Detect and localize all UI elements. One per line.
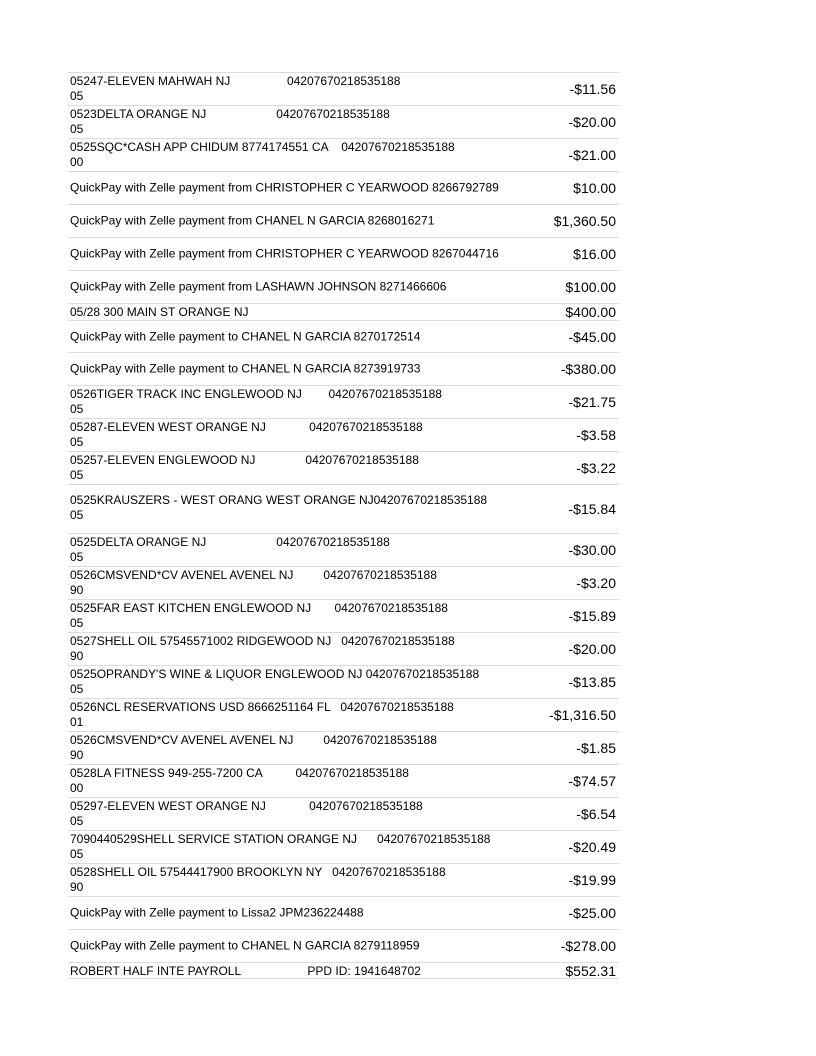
description-line-1: 0525OPRANDY'S WINE & LIQUOR ENGLEWOOD NJ 04207670218535188 (70, 667, 480, 681)
transaction-amount: -$380.00 (560, 361, 616, 377)
transaction-amount: -$74.57 (568, 773, 616, 789)
description-line-1: ROBERT HALF INTE PAYROLL PPD ID: 1941648702 (70, 964, 421, 978)
description-line-2: 00 (70, 155, 84, 169)
transaction-amount: $552.31 (565, 962, 616, 979)
transaction-amount: -$3.58 (576, 427, 616, 443)
transaction-description (70, 420, 540, 450)
transaction-amount: -$1.85 (576, 740, 616, 756)
transaction-amount: -$19.99 (568, 872, 616, 888)
transaction-amount: -$25.00 (568, 905, 616, 921)
description-line-1: QuickPay with Zelle payment from LASHAWN JOHNSON 8271466606 (70, 279, 447, 294)
description-line-1: QuickPay with Zelle payment to CHANEL N GARCIA 8273919733 (70, 361, 421, 376)
transaction-row (68, 204, 619, 237)
transaction-row (68, 451, 619, 484)
transaction-row (68, 797, 619, 830)
description-line-2: 05 (70, 468, 84, 482)
transaction-row (68, 566, 619, 599)
transaction-description (70, 453, 540, 483)
transaction-description (70, 766, 540, 796)
transaction-row (68, 171, 619, 204)
description-line-1: 05287-ELEVEN WEST ORANGE NJ 04207670218535188 (70, 420, 423, 434)
transaction-amount: -$30.00 (568, 542, 616, 558)
description-line-1: 0525FAR EAST KITCHEN ENGLEWOOD NJ 04207670218535188 (70, 601, 448, 615)
transaction-description (70, 387, 540, 417)
transaction-row (68, 105, 619, 138)
description-line-1: 05297-ELEVEN WEST ORANGE NJ 04207670218535188 (70, 799, 423, 813)
transaction-amount: -$278.00 (560, 938, 616, 954)
transaction-amount: $400.00 (565, 304, 616, 320)
transaction-description (70, 140, 540, 170)
transaction-description (70, 799, 540, 829)
transaction-amount: -$20.00 (568, 114, 616, 130)
description-line-2: 05 (70, 89, 84, 103)
description-line-2: 90 (70, 649, 84, 663)
transaction-row (68, 72, 619, 105)
description-line-2: 05 (70, 435, 84, 449)
description-line-2: 01 (70, 715, 84, 729)
description-line-2: 05 (70, 616, 84, 630)
description-line-1: QuickPay with Zelle payment to CHANEL N GARCIA 8279118959 (70, 938, 420, 953)
description-line-1: QuickPay with Zelle payment to CHANEL N GARCIA 8270172514 (70, 329, 421, 343)
transaction-description (70, 939, 540, 954)
transaction-description (70, 74, 540, 104)
transaction-amount: -$20.00 (568, 641, 616, 657)
transaction-row (68, 830, 619, 863)
transaction-description (70, 964, 540, 979)
transaction-amount: -$3.20 (576, 575, 616, 591)
description-line-1: 05247-ELEVEN MAHWAH NJ 04207670218535188 (70, 74, 401, 88)
transaction-row (68, 764, 619, 797)
description-line-1: 0526CMSVEND*CV AVENEL AVENEL NJ 04207670218535188 (70, 568, 437, 582)
transaction-row (68, 599, 619, 632)
transaction-description (70, 107, 540, 137)
description-line-1: QuickPay with Zelle payment from CHRISTOPHER C YEARWOOD 8266792789 (70, 180, 499, 195)
description-line-1: 0527SHELL OIL 57545571002 RIDGEWOOD NJ 04207670218535188 (70, 634, 455, 648)
description-line-2: 00 (70, 781, 84, 795)
description-line-1: 05/28 300 MAIN ST ORANGE NJ (70, 305, 249, 319)
transaction-amount: $16.00 (573, 246, 616, 262)
transaction-amount: -$11.56 (569, 81, 616, 97)
transaction-description (70, 733, 540, 763)
transaction-row (68, 929, 619, 962)
transaction-description (70, 329, 540, 344)
transaction-amount: -$15.89 (568, 608, 616, 624)
transaction-description (70, 832, 540, 862)
description-line-2: 90 (70, 880, 84, 894)
transaction-amount: -$1,316.50 (549, 707, 616, 723)
transaction-row (68, 665, 619, 698)
transaction-row (68, 962, 619, 979)
description-line-1: 7090440529SHELL SERVICE STATION ORANGE NJ 04207670218535188 (70, 832, 491, 846)
transaction-table (68, 72, 619, 979)
transaction-row (68, 270, 619, 303)
transaction-row (68, 418, 619, 451)
transaction-amount: $1,360.50 (553, 213, 616, 229)
transaction-row (68, 237, 619, 270)
transaction-description (70, 305, 540, 320)
transaction-amount: $10.00 (573, 180, 616, 196)
description-line-1: QuickPay with Zelle payment from CHANEL N GARCIA 8268016271 (70, 213, 435, 228)
transaction-description (70, 247, 540, 262)
transaction-row (68, 632, 619, 665)
transaction-description (70, 601, 540, 631)
transaction-description (70, 865, 540, 895)
transaction-amount: -$6.54 (576, 806, 616, 822)
transaction-amount: $100.00 (565, 279, 616, 295)
description-line-1: 0526CMSVEND*CV AVENEL AVENEL NJ 04207670218535188 (70, 733, 437, 747)
transaction-description (70, 535, 540, 565)
transaction-row (68, 533, 619, 566)
description-line-1: 0525SQC*CASH APP CHIDUM 8774174551 CA 04207670218535188 (70, 140, 455, 154)
transaction-description (70, 214, 540, 229)
description-line-2: 90 (70, 583, 84, 597)
transaction-row (68, 731, 619, 764)
description-line-1: 0525KRAUSZERS - WEST ORANG WEST ORANGE NJ04207670218535188 (70, 493, 488, 507)
transaction-description (70, 700, 540, 730)
transaction-row (68, 385, 619, 418)
description-line-2: 05 (70, 508, 84, 522)
transaction-description (70, 181, 540, 196)
transaction-row (68, 303, 619, 320)
description-line-2: 05 (70, 814, 84, 828)
transaction-row (68, 896, 619, 929)
transaction-amount: -$3.22 (576, 460, 616, 476)
description-line-1: 0526NCL RESERVATIONS USD 8666251164 FL 04207670218535188 (70, 700, 454, 714)
description-line-1: 0526TIGER TRACK INC ENGLEWOOD NJ 04207670218535188 (70, 387, 442, 401)
transaction-row (68, 320, 619, 352)
description-line-1: 05257-ELEVEN ENGLEWOOD NJ 04207670218535188 (70, 453, 419, 467)
description-line-1: QuickPay with Zelle payment to Lissa2 JPM236224488 (70, 905, 364, 920)
description-line-1: 0528SHELL OIL 57544417900 BROOKLYN NY 04207670218535188 (70, 865, 446, 879)
transaction-row (68, 484, 619, 533)
description-line-1: 0528LA FITNESS 949-255-7200 CA 04207670218535188 (70, 766, 409, 780)
transaction-row (68, 138, 619, 171)
transaction-description (70, 634, 540, 664)
transaction-row (68, 698, 619, 731)
transaction-amount: -$45.00 (568, 328, 616, 345)
description-line-1: 0525DELTA ORANGE NJ 04207670218535188 (70, 535, 390, 549)
description-line-2: 05 (70, 122, 84, 136)
description-line-2: 05 (70, 682, 84, 696)
transaction-description (70, 362, 540, 377)
description-line-2: 05 (70, 847, 84, 861)
transaction-amount: -$20.49 (568, 839, 616, 855)
transaction-description (70, 906, 540, 921)
transaction-row (68, 352, 619, 385)
transaction-description (70, 667, 540, 697)
transaction-description (70, 568, 540, 598)
description-line-2: 05 (70, 402, 84, 416)
transaction-amount: -$21.00 (568, 147, 616, 163)
transaction-description (70, 493, 540, 523)
transaction-description (70, 280, 540, 295)
transaction-amount: -$21.75 (568, 394, 616, 410)
transaction-amount: -$13.85 (568, 674, 616, 690)
description-line-1: 0523DELTA ORANGE NJ 04207670218535188 (70, 107, 390, 121)
description-line-2: 05 (70, 550, 84, 564)
description-line-1: QuickPay with Zelle payment from CHRISTOPHER C YEARWOOD 8267044716 (70, 246, 499, 261)
transaction-row (68, 863, 619, 896)
description-line-2: 90 (70, 748, 84, 762)
transaction-amount: -$15.84 (568, 501, 616, 517)
